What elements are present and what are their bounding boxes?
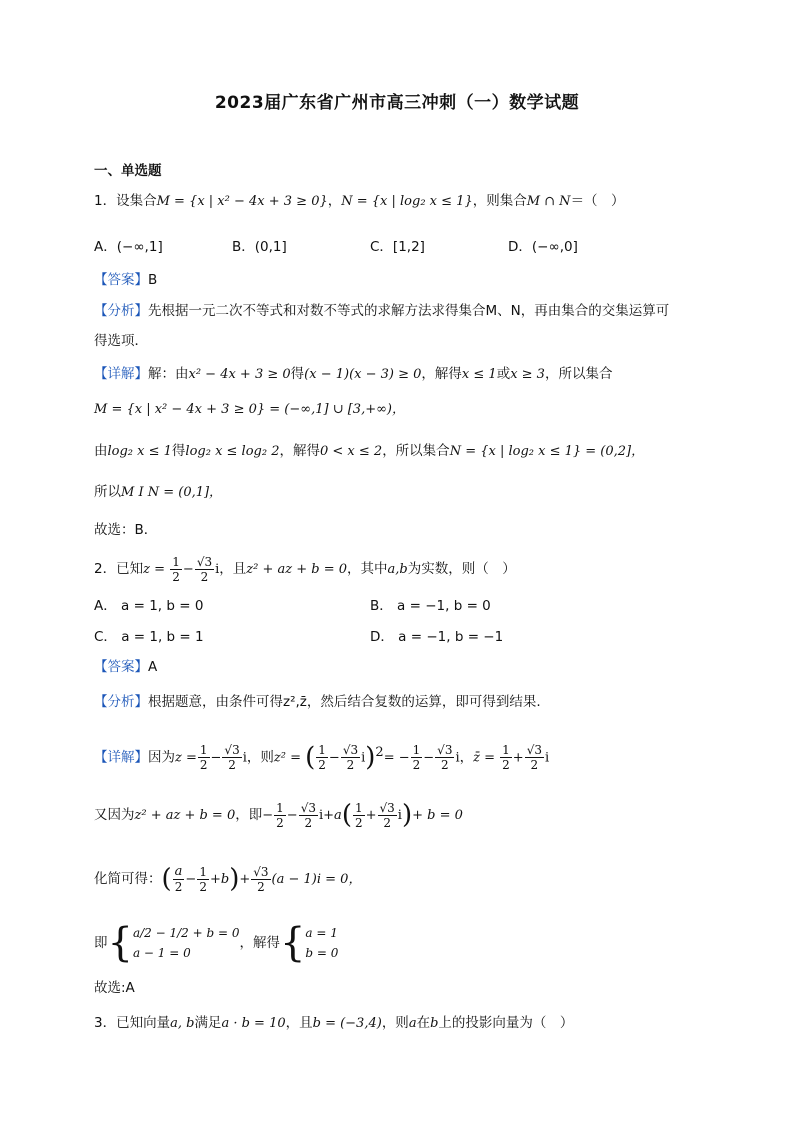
q1-analysis-cont: 得选项． bbox=[94, 333, 148, 349]
q1-option-d: D．(−∞,0] bbox=[508, 239, 578, 255]
set-n-expr: N = {x | log₂ x ≤ 1} bbox=[341, 194, 473, 209]
q1-detail-line1: 【详解】解：由x² − 4x + 3 ≥ 0得(x − 1)(x − 3) ≥ 0，解得x ≤ 1或x ≥ 3，所以集合 bbox=[94, 366, 613, 382]
q1-answer: 【答案】B bbox=[94, 272, 158, 288]
q1-detail-line4: 所以M I N = (0,1]， bbox=[94, 484, 223, 500]
q2-detail-line2: 又因为z² + az + b = 0，即− $\frac{1}{2}$ − $\frac{√3}{2}$ i+a( $\frac{1}{2}$ + $\frac{√3}{2}$ i)+ b = 0 bbox=[94, 800, 463, 830]
q2-stem: 2．已知z = $\frac{1}{2}$ − $\frac{√3}{2}$ i，且z² + az + b = 0，其中a,b为实数，则（ ） bbox=[94, 554, 516, 584]
q1-detail-line5: 故选：B． bbox=[94, 522, 158, 538]
q2-detail-line3: 化简可得：( $\frac{a}{2}$ − $\frac{1}{2}$ +b)+ $\frac{√3}{2}$ (a − 1)i = 0， bbox=[94, 863, 362, 894]
q2-analysis: 【分析】根据题意，由条件可得z²,z̄，然后结合复数的运算，即可得到结果. bbox=[94, 694, 541, 710]
q2-option-d: D． a = −1, b = −1 bbox=[370, 629, 504, 645]
q3-stem: 3．已知向量a, b满足a · b = 10，且b = (−3,4)，则a在b上的投影向量为（ ） bbox=[94, 1015, 574, 1031]
q2-answer: 【答案】A bbox=[94, 659, 158, 675]
q2-option-c: C． a = 1, b = 1 bbox=[94, 629, 204, 645]
q2-detail-line4: 即{ a/2 − 1/2 + b = 0 a − 1 = 0 ，解得{ a = 1 b = 0 bbox=[94, 920, 339, 966]
q1-option-b: B．(0,1] bbox=[232, 239, 287, 255]
q1-analysis: 【分析】先根据一元二次不等式和对数不等式的求解方法求得集合M、N，再由集合的交集运算可 bbox=[94, 303, 670, 319]
section-heading: 一、单选题 bbox=[94, 163, 162, 179]
q1-option-c: C．[1,2] bbox=[370, 239, 425, 255]
q2-option-a: A． a = 1, b = 0 bbox=[94, 598, 204, 614]
q2-option-b: B． a = −1, b = 0 bbox=[370, 598, 491, 614]
q2-detail-line5: 故选:A bbox=[94, 980, 135, 996]
q1-detail-line2: M = {x | x² − 4x + 3 ≥ 0} = (−∞,1] ∪ [3,+∞)， bbox=[94, 402, 405, 417]
q2-detail-line1: 【详解】因为z = $\frac{1}{2}$ − $\frac{√3}{2}$ i，则z² = ( $\frac{1}{2}$ − $\frac{√3}{2}$ i)$^2$= − $\frac{1}{2}$ − $\frac{√3}{2}$ i，z̄ = $\frac{1}{2}$ + $\frac{√3}{2}$ i bbox=[94, 742, 550, 773]
q1-detail-line3: 由log₂ x ≤ 1得log₂ x ≤ log₂ 2，解得0 < x ≤ 2，所以集合N = {x | log₂ x ≤ 1} = (0,2]， bbox=[94, 443, 645, 459]
set-m-expr: M = {x | x² − 4x + 3 ≥ 0} bbox=[156, 194, 328, 209]
q1-option-a: A．(−∞,1] bbox=[94, 239, 163, 255]
q1-stem: 1．设集合M = {x | x² − 4x + 3 ≥ 0}，N = {x | log₂ x ≤ 1}，则集合M ∩ N＝（ ） bbox=[94, 193, 625, 209]
page-title: 2023届广东省广州市高三冲刺（一）数学试题 bbox=[214, 93, 580, 113]
